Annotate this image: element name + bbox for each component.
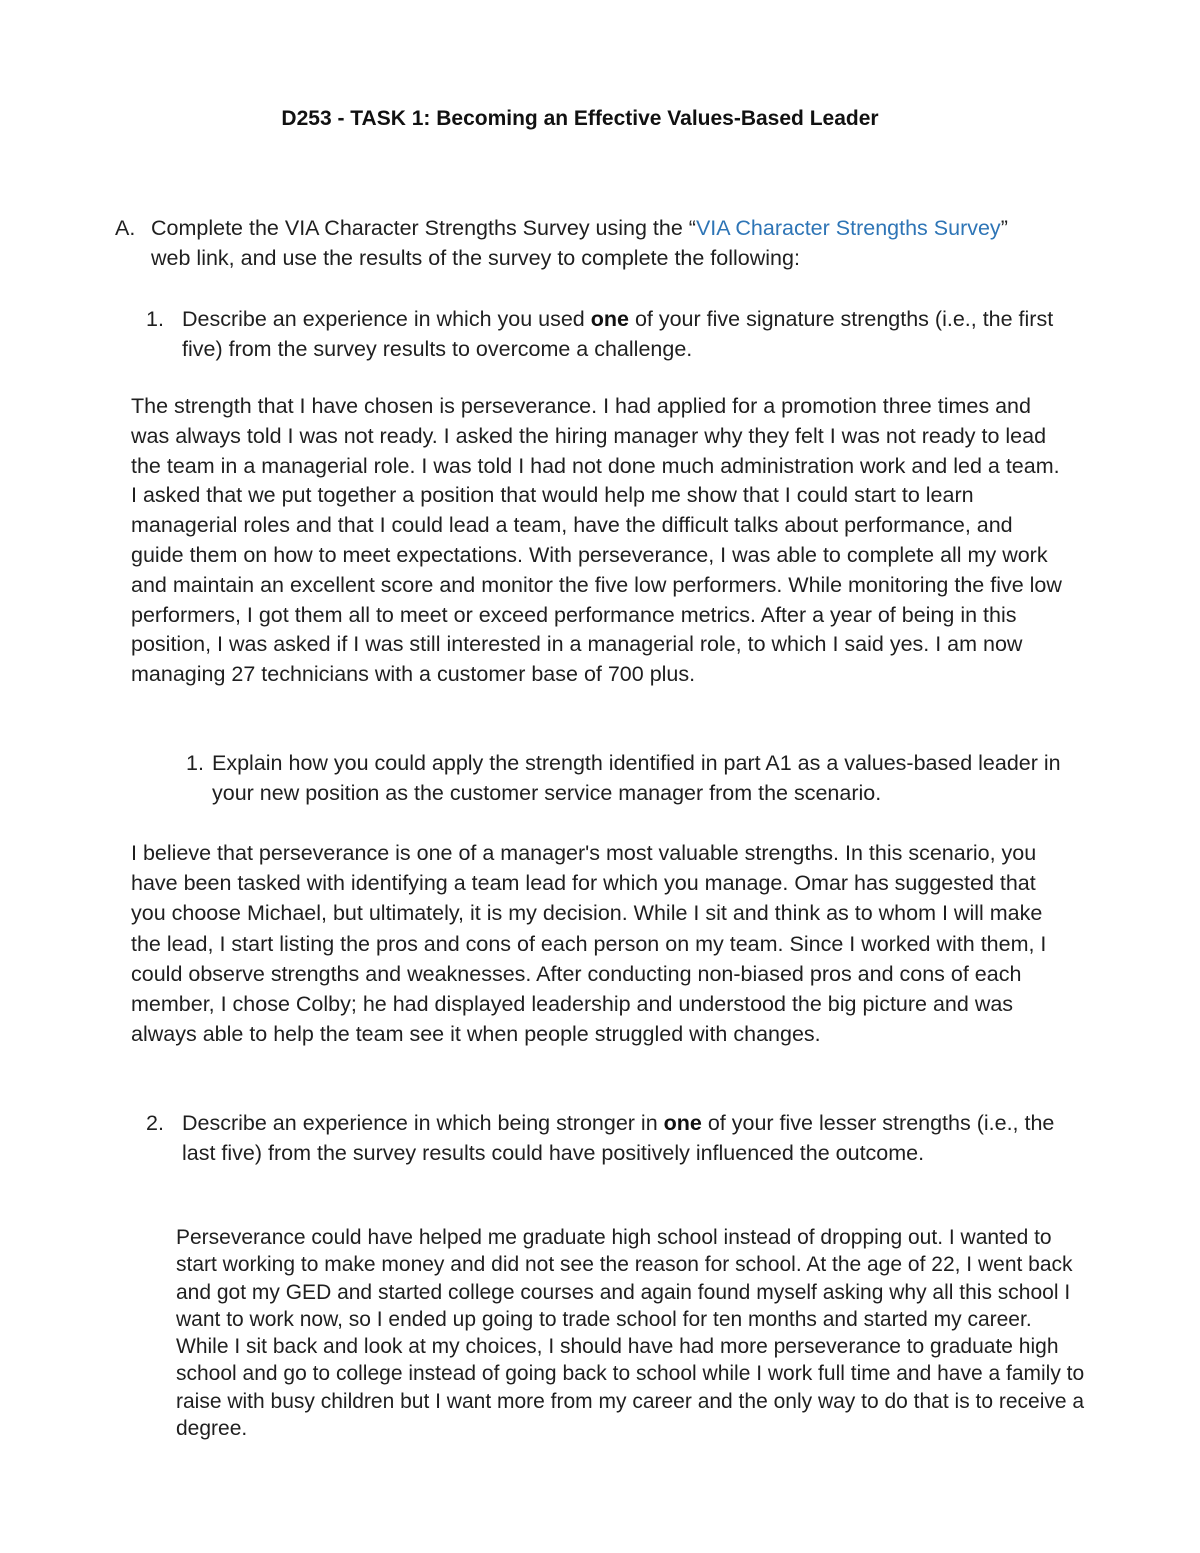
item-2-emphasis: one — [663, 1111, 702, 1135]
section-a-text-after-link: ” web link, and use the results of the survey to complete the following: — [151, 216, 1008, 270]
item-2-text-after: of your five lesser strengths (i.e., the last five) from the survey results could have positively influenced the outcome. — [182, 1111, 1055, 1165]
item-1-text-before: Describe an experience in which you used — [182, 307, 591, 331]
item-2-text-before: Describe an experience in which being stronger in — [182, 1111, 664, 1135]
subitem-1-text: Explain how you could apply the strength identified in part A1 as a values-based leader in your new position as the customer service manager from the scenario. — [212, 751, 1061, 805]
answer-2-paragraph: I believe that perseverance is one of a manager's most valuable strengths. In this scenario, you have been tasked with identifying a team lead for which you manage. Omar has suggested that you choose Michael, but ultimately, it is my decision. While I sit and think as to whom I will make the lead, I start listing the pros and cons of each person on my team. Since I worked with them, I could observe strengths and weaknesses. After conducting non-biased pros and cons of each member, I chose Colby; he had displayed leadership and understood the big picture and was always able to help the team see it when people struggled with changes. — [131, 841, 1047, 1047]
document-title: D253 - TASK 1: Becoming an Effective Values-Based Leader — [281, 107, 879, 130]
section-a-marker: A. — [115, 216, 136, 240]
subitem-1-marker: 1. — [186, 751, 204, 775]
item-1-marker: 1. — [146, 307, 164, 331]
section-a-text-before-link: Complete the VIA Character Strengths Survey using the “ — [151, 216, 696, 240]
section-a-prompt — [115, 213, 1051, 273]
item-2-prompt — [146, 1108, 1082, 1168]
item-1-text-after: of your five signature strengths (i.e., the first five) from the survey results to overcome a challenge. — [182, 307, 1054, 361]
answer-3-paragraph: Perseverance could have helped me graduate high school instead of dropping out. I wanted to start working to make money and did not see the reason for school. At the age of 22, I went back and got my GED and started college courses and again found myself asking why all this school I want to work now, so I ended up going to trade school for ten months and started my career. While I sit back and look at my choices, I should have had more perseverance to graduate high school and go to college instead of going back to school while I work full time and have a family to raise with busy children but I want more from my career and the only way to do that is to receive a degree. — [176, 1226, 1085, 1441]
via-survey-link[interactable]: VIA Character Strengths Survey — [695, 216, 1001, 240]
subitem-1-prompt — [186, 748, 1092, 808]
item-1-prompt — [146, 304, 1092, 364]
item-1-emphasis: one — [590, 307, 629, 331]
answer-1-paragraph: The strength that I have chosen is perseverance. I had applied for a promotion three times and was always told I was not ready. I asked the hiring manager why they felt I was not ready to lead the team in a managerial role. I was told I had not done much administration work and led a team. I asked that we put together a position that would help me show that I could start to learn managerial roles and that I could lead a team, have the difficult talks about performance, and guide them on how to meet expectations. With perseverance, I was able to complete all my work and maintain an excellent score and monitor the five low performers. While monitoring the five low performers, I got them all to meet or exceed performance metrics. After a year of being in this position, I was asked if I was still interested in a managerial role, to which I said yes. I am now managing 27 technicians with a customer base of 700 plus. — [131, 394, 1062, 687]
item-2-marker: 2. — [146, 1111, 164, 1135]
